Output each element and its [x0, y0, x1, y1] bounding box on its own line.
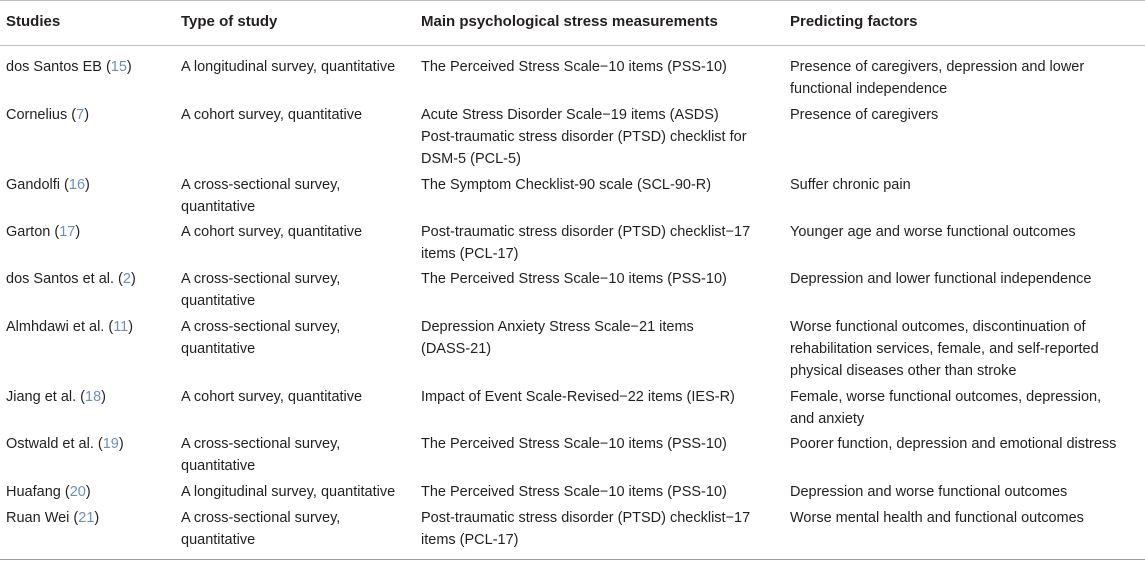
- stress-measurement: Post-traumatic stress disorder (PTSD) checklist−17 items (PCL-17): [421, 510, 751, 548]
- study-type: A cohort survey, quantitative: [181, 224, 363, 240]
- study-type: A longitudinal survey, quantitative: [181, 484, 396, 500]
- study-author: Almhdawi et al.: [6, 319, 105, 335]
- study-type: A cross-sectional survey, quantitative: [181, 436, 341, 474]
- study-type: A cross-sectional survey, quantitative: [181, 319, 341, 357]
- stress-measurement: The Perceived Stress Scale−10 items (PSS-10): [421, 436, 727, 452]
- reference-link[interactable]: 21: [78, 510, 95, 526]
- study-author: Garton: [6, 224, 51, 240]
- table-header-rule: [0, 45, 1145, 46]
- study-author: Huafang: [6, 484, 61, 500]
- header-measurements: Main psychological stress measurements: [421, 13, 718, 30]
- study-author: Ruan Wei: [6, 510, 70, 526]
- reference-link[interactable]: 11: [113, 319, 129, 335]
- stress-measurement: Acute Stress Disorder Scale−19 items (ASDS) Post-traumatic stress disorder (PTSD) checklist for DSM-5 (PCL-5): [421, 107, 747, 167]
- header-predicting-factors: Predicting factors: [790, 13, 918, 30]
- table-bottom-rule: [0, 559, 1145, 560]
- predicting-factors: Presence of caregivers: [790, 107, 939, 123]
- reference-link[interactable]: 15: [110, 59, 127, 75]
- study-cell: Cornelius (7): [6, 107, 90, 123]
- study-cell: dos Santos EB (15): [6, 59, 132, 75]
- study-author: Cornelius: [6, 107, 68, 123]
- study-type: A cross-sectional survey, quantitative: [181, 271, 341, 309]
- study-cell: Ostwald et al. (19): [6, 436, 124, 452]
- predicting-factors: Female, worse functional outcomes, depression, and anxiety: [790, 389, 1102, 427]
- predicting-factors: Depression and lower functional independence: [790, 271, 1092, 287]
- header-studies: Studies: [6, 13, 61, 30]
- study-cell: Ruan Wei (21): [6, 510, 100, 526]
- study-type: A longitudinal survey, quantitative: [181, 59, 396, 75]
- predicting-factors: Presence of caregivers, depression and lower functional independence: [790, 59, 1085, 97]
- predicting-factors: Worse mental health and functional outcomes: [790, 510, 1084, 526]
- stress-measurement: Depression Anxiety Stress Scale−21 items (DASS-21): [421, 319, 694, 357]
- study-cell: dos Santos et al. (2): [6, 271, 136, 287]
- study-author: dos Santos EB: [6, 59, 102, 75]
- study-cell: Almhdawi et al. (11): [6, 319, 134, 335]
- study-type: A cohort survey, quantitative: [181, 389, 363, 405]
- table-header: [0, 0, 1145, 45]
- study-type: A cross-sectional survey, quantitative: [181, 510, 341, 548]
- header-type-of-study: Type of study: [181, 13, 278, 30]
- study-cell: Jiang et al. (18): [6, 389, 106, 405]
- study-cell: Huafang (20): [6, 484, 91, 500]
- reference-link[interactable]: 7: [76, 107, 85, 123]
- study-author: Jiang et al.: [6, 389, 77, 405]
- reference-link[interactable]: 19: [102, 436, 119, 452]
- reference-link[interactable]: 2: [122, 271, 131, 287]
- stress-measurement: The Perceived Stress Scale−10 items (PSS-10): [421, 271, 727, 287]
- study-cell: Garton (17): [6, 224, 81, 240]
- predicting-factors: Poorer function, depression and emotional distress: [790, 436, 1117, 452]
- predicting-factors: Suffer chronic pain: [790, 177, 911, 193]
- study-cell: Gandolfi (16): [6, 177, 90, 193]
- reference-link[interactable]: 18: [85, 389, 102, 405]
- study-type: A cohort survey, quantitative: [181, 107, 363, 123]
- predicting-factors: Depression and worse functional outcomes: [790, 484, 1068, 500]
- study-author: dos Santos et al.: [6, 271, 115, 287]
- reference-link[interactable]: 16: [68, 177, 86, 193]
- predicting-factors: Younger age and worse functional outcomes: [790, 224, 1076, 240]
- stress-measurement: Post-traumatic stress disorder (PTSD) checklist−17 items (PCL-17): [421, 224, 751, 262]
- study-author: Ostwald et al.: [6, 436, 94, 452]
- stress-measurement: The Symptom Checklist-90 scale (SCL-90-R): [421, 177, 712, 193]
- predicting-factors: Worse functional outcomes, discontinuation of rehabilitation services, female, and self-reported physical diseases other than stroke: [790, 319, 1099, 379]
- stress-measurement: The Perceived Stress Scale−10 items (PSS-10): [421, 59, 727, 75]
- study-type: A cross-sectional survey, quantitative: [181, 177, 341, 215]
- reference-link[interactable]: 20: [69, 484, 86, 500]
- study-author: Gandolfi: [6, 177, 61, 193]
- stress-measurement: The Perceived Stress Scale−10 items (PSS-10): [421, 484, 727, 500]
- stress-measurement: Impact of Event Scale-Revised−22 items (IES-R): [421, 389, 735, 405]
- reference-link[interactable]: 17: [59, 224, 76, 240]
